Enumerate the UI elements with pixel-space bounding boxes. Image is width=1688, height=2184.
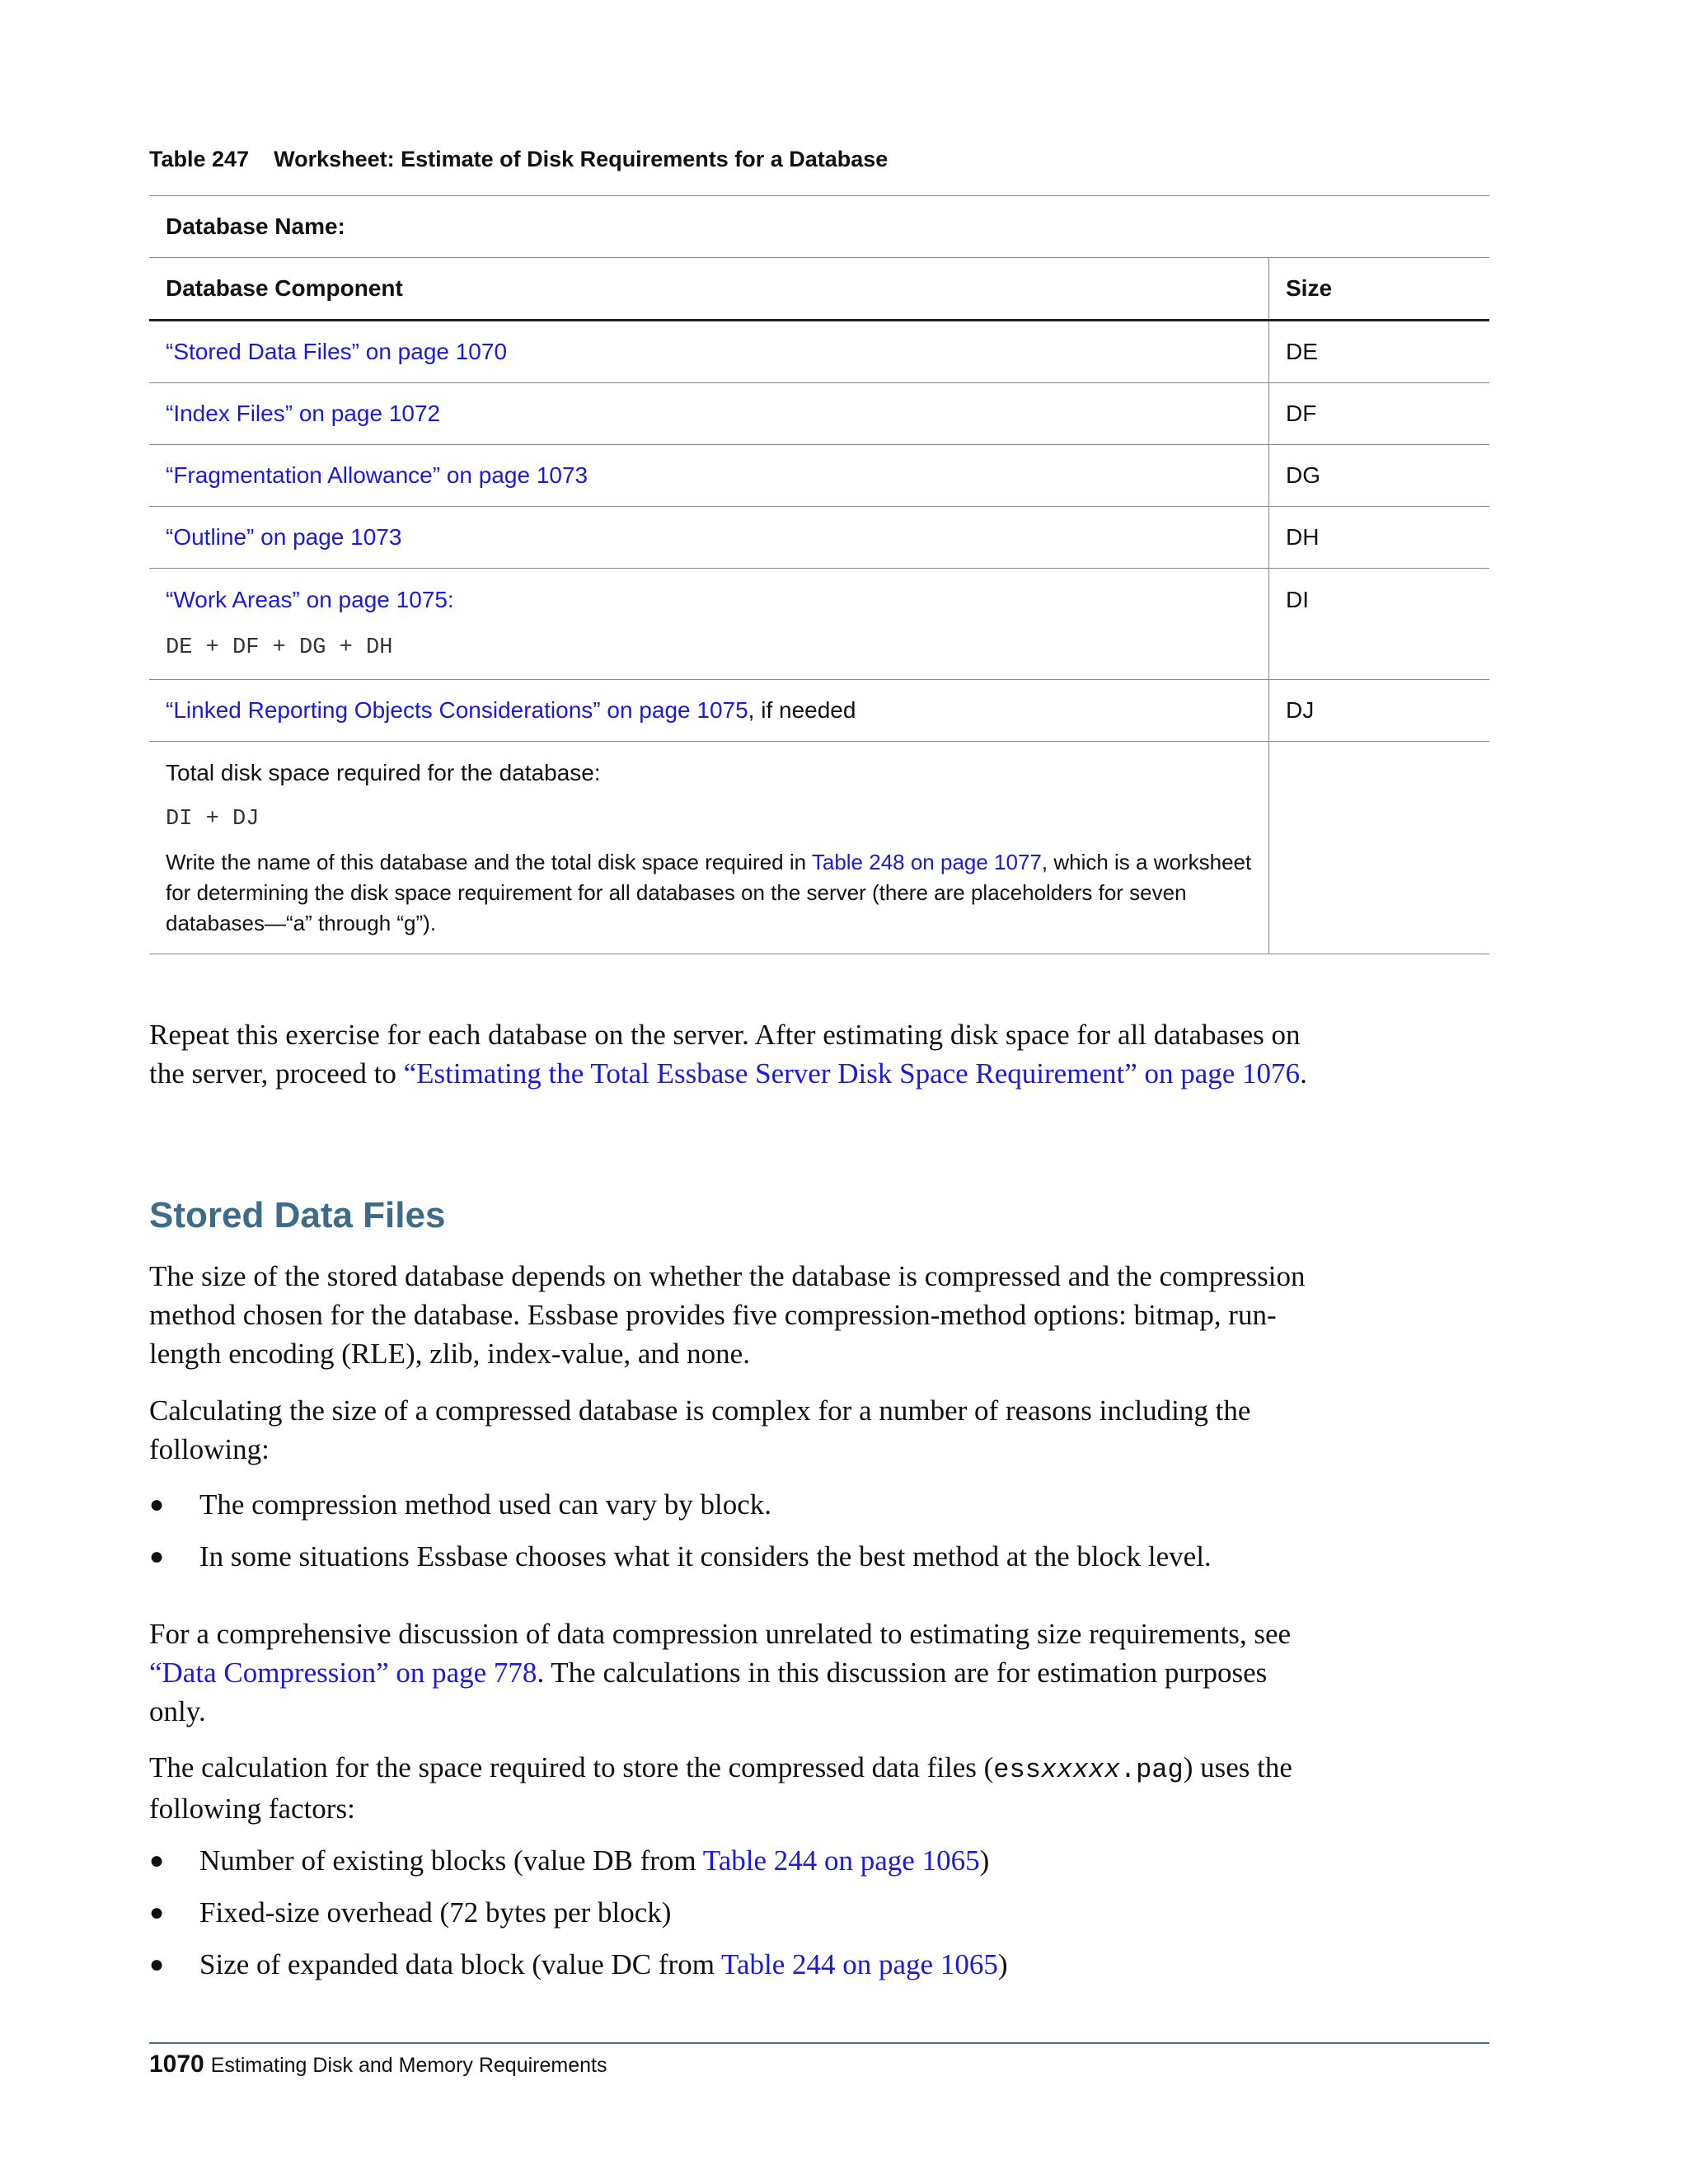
total-formula: DI + DJ — [166, 807, 260, 832]
list-item-text — [199, 1841, 989, 1880]
b2-1-paren: ) — [979, 1844, 990, 1877]
paragraph — [149, 1748, 1328, 1828]
worksheet-table — [149, 195, 1489, 954]
filename-extension: .pag — [1119, 1755, 1184, 1785]
index-files-link[interactable]: “Index Files” on page 1072 — [166, 401, 441, 426]
size-cell: DF — [1269, 383, 1490, 445]
table-row — [149, 569, 1489, 680]
lro-suffix: , if needed — [748, 697, 856, 723]
bullet-icon: ● — [149, 1899, 165, 1926]
paragraph: Calculating the size of a compressed database is complex for a number of reasons including the following: — [149, 1394, 1251, 1465]
list-item-text: In some situations Essbase chooses what it considers the best method at the block level. — [199, 1540, 1212, 1572]
total-note-text: Write the name of this database and the total disk space required in — [166, 850, 812, 874]
intro-text: Repeat this exercise for each database on the server. After estimating disk space for all databases on the server, proceed to — [149, 1019, 1301, 1090]
table-row — [149, 321, 1489, 383]
database-name-row — [149, 196, 1489, 258]
database-name-label: Database Name: — [149, 196, 1489, 258]
table-row — [149, 445, 1489, 507]
table-row — [149, 680, 1489, 742]
table-number: Table 247 — [149, 147, 250, 171]
b2-1-text: Number of existing blocks (value DB from — [199, 1844, 703, 1877]
table-row — [149, 742, 1489, 954]
table-244-link-2[interactable]: Table 244 on page 1065 — [721, 1948, 998, 1980]
size-cell: DH — [1269, 507, 1490, 569]
page-footer — [149, 2050, 607, 2079]
bullet-icon: ● — [149, 1543, 165, 1570]
size-cell: DI — [1269, 569, 1490, 680]
total-label: Total disk space required for the database: — [166, 760, 601, 785]
column-header-size: Size — [1269, 258, 1490, 321]
bullet-icon: ● — [149, 1951, 165, 1978]
outline-link[interactable]: “Outline” on page 1073 — [166, 524, 402, 550]
data-compression-link[interactable]: “Data Compression” on page 778 — [149, 1657, 537, 1689]
table-row — [149, 383, 1489, 445]
total-note-text-end: , which is a worksheet for determining the disk space requirement for all databases on the server (there are placeholders for seven databases—“a” through “g”). — [166, 850, 1252, 935]
p3-text: For a comprehensive discussion of data compression unrelated to estimating size requirements, see — [149, 1618, 1292, 1650]
footer-rule — [149, 2042, 1489, 2044]
b2-3-text: Size of expanded data block (value DC from — [199, 1948, 722, 1980]
p4-text-end: ) uses the following factors: — [149, 1751, 1292, 1825]
size-cell: DG — [1269, 445, 1490, 507]
section-heading: Stored Data Files — [149, 1195, 446, 1235]
stored-data-files-link[interactable]: “Stored Data Files” on page 1070 — [166, 339, 508, 364]
table-248-link[interactable]: Table 248 on page 1077 — [811, 850, 1042, 874]
list-item-text: The compression method used can vary by block. — [199, 1488, 771, 1521]
b2-3-paren: ) — [997, 1948, 1008, 1980]
size-cell-empty — [1269, 742, 1490, 954]
p3-text-end: . The calculations in this discussion are for estimation purposes only. — [149, 1657, 1268, 1727]
work-areas-link[interactable]: “Work Areas” on page 1075: — [166, 587, 454, 612]
table-244-link[interactable]: Table 244 on page 1065 — [702, 1844, 980, 1877]
p4-text: The calculation for the space required to store the compressed data files ( — [149, 1751, 994, 1783]
bullet-icon: ● — [149, 1847, 165, 1874]
estimating-total-link[interactable]: “Estimating the Total Essbase Server Disk Space Requirement” on page 1076 — [403, 1057, 1301, 1090]
paragraph: The size of the stored database depends on whether the database is compressed and the compression method chosen for the database. Essbase provides five compression-method options: bitmap, run-length encoding (RLE), zlib, index-value, and none. — [149, 1260, 1306, 1370]
table-caption — [149, 147, 888, 172]
size-cell: DJ — [1269, 680, 1490, 742]
footer-title: Estimating Disk and Memory Requirements — [210, 2054, 607, 2077]
paragraph — [149, 1615, 1328, 1731]
list-item-text — [199, 1945, 1008, 1984]
intro-period: . — [1300, 1057, 1307, 1090]
page-number: 1070 — [149, 2050, 204, 2078]
filename-variable: xxxxx — [1040, 1755, 1120, 1785]
lro-link[interactable]: “Linked Reporting Objects Considerations” on page 1075 — [166, 697, 748, 723]
size-cell: DE — [1269, 321, 1490, 383]
total-note — [166, 847, 1252, 939]
fragmentation-allowance-link[interactable]: “Fragmentation Allowance” on page 1073 — [166, 462, 588, 488]
column-header-component: Database Component — [149, 258, 1269, 321]
bullet-icon: ● — [149, 1491, 165, 1518]
column-header-row — [149, 258, 1489, 321]
table-row — [149, 507, 1489, 569]
work-areas-formula: DE + DF + DG + DH — [166, 635, 393, 660]
table-title: Worksheet: Estimate of Disk Requirements for a Database — [274, 147, 889, 171]
filename-prefix: ess — [993, 1755, 1041, 1785]
list-item-text: Fixed-size overhead (72 bytes per block) — [199, 1896, 672, 1929]
intro-paragraph — [149, 1015, 1328, 1093]
